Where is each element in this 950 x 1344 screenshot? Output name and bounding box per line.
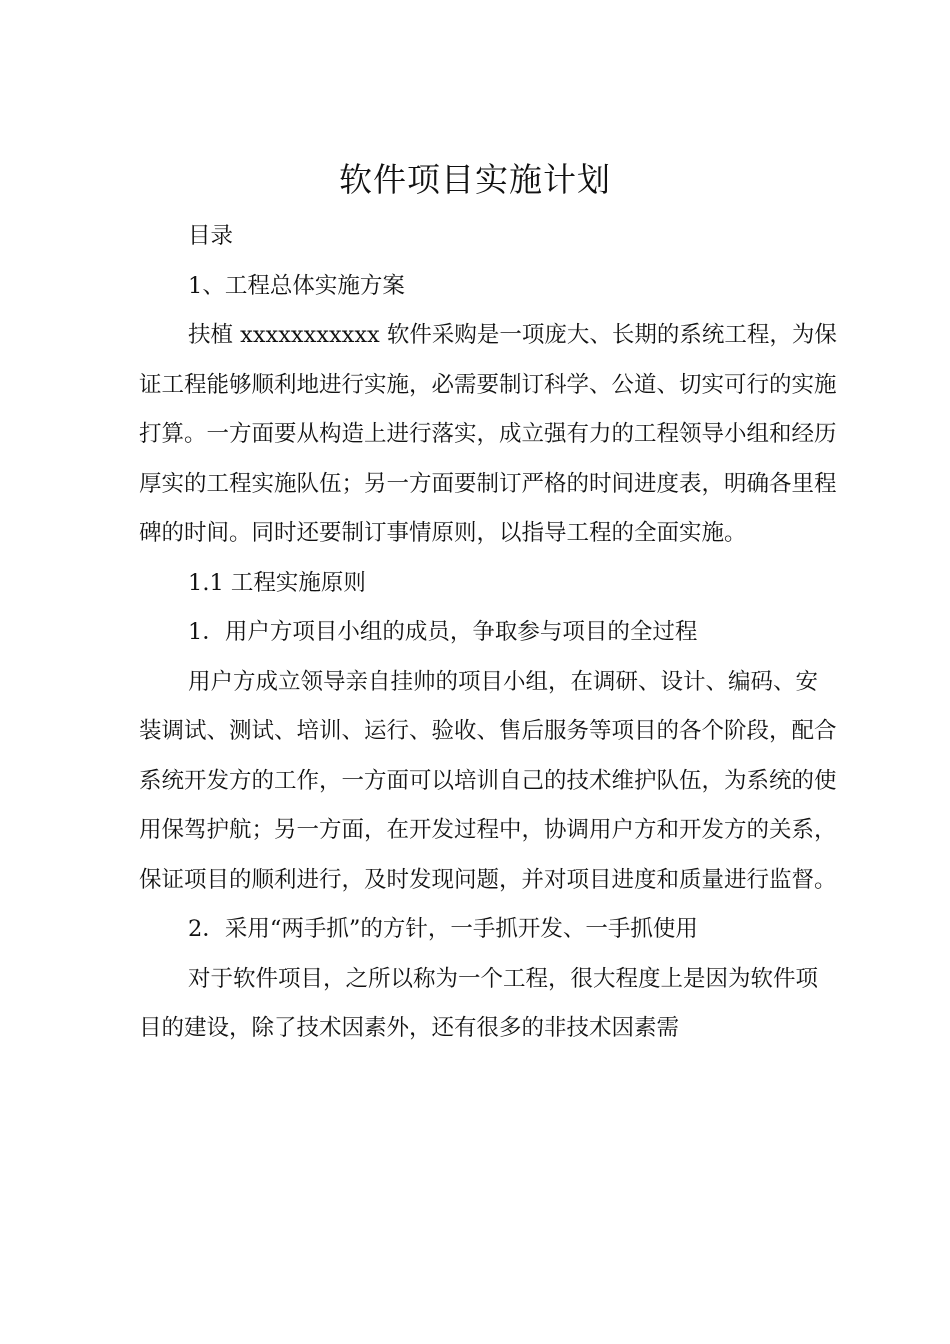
principle-heading-2: 2．采用“两手抓”的方针，一手抓开发、一手抓使用 (188, 916, 698, 942)
paragraph-overview: 扶植 xxxxxxxxxxx 软件采购是一项庞大、长期的系统工程，为保证工程能够顺利地进行实施，必需要制订科学、公道、切实可行的实施打算。一方面要从构造上进行落实，成立强有力的工程领导小组和经历厚实的工程实施队伍；另一方面要制订严格的时间进度表，明确各里程碑的时间。同时还要制订事情原则，以指导工程的全面实施。 (139, 322, 837, 546)
paragraph-software-engineering: 对于软件项目，之所以称为一个工程，很大程度上是因为软件项目的建设，除了技术因素外，还有很多的非技术因素需 (139, 965, 819, 1041)
toc-heading: 目录 (188, 223, 234, 249)
principle-heading-1: 1．用户方项目小组的成员，争取参与项目的全过程 (188, 619, 698, 645)
section-heading-1-1: 1.1 工程实施原则 (188, 569, 366, 596)
section-heading-1: 1、工程总体实施方案 (188, 272, 405, 299)
document-body (139, 212, 839, 1054)
document-title: 软件项目实施计划 (339, 160, 611, 199)
paragraph-project-team: 用户方成立领导亲自挂帅的项目小组，在调研、设计、编码、安装调试、测试、培训、运行、验收、售后服务等项目的各个阶段，配合系统开发方的工作，一方面可以培训自己的技术维护队伍，为系统的使用保驾护航；另一方面，在开发过程中，协调用户方和开发方的关系，保证项目的顺利进行，及时发现问题，并对项目进度和质量进行监督。 (139, 668, 837, 893)
